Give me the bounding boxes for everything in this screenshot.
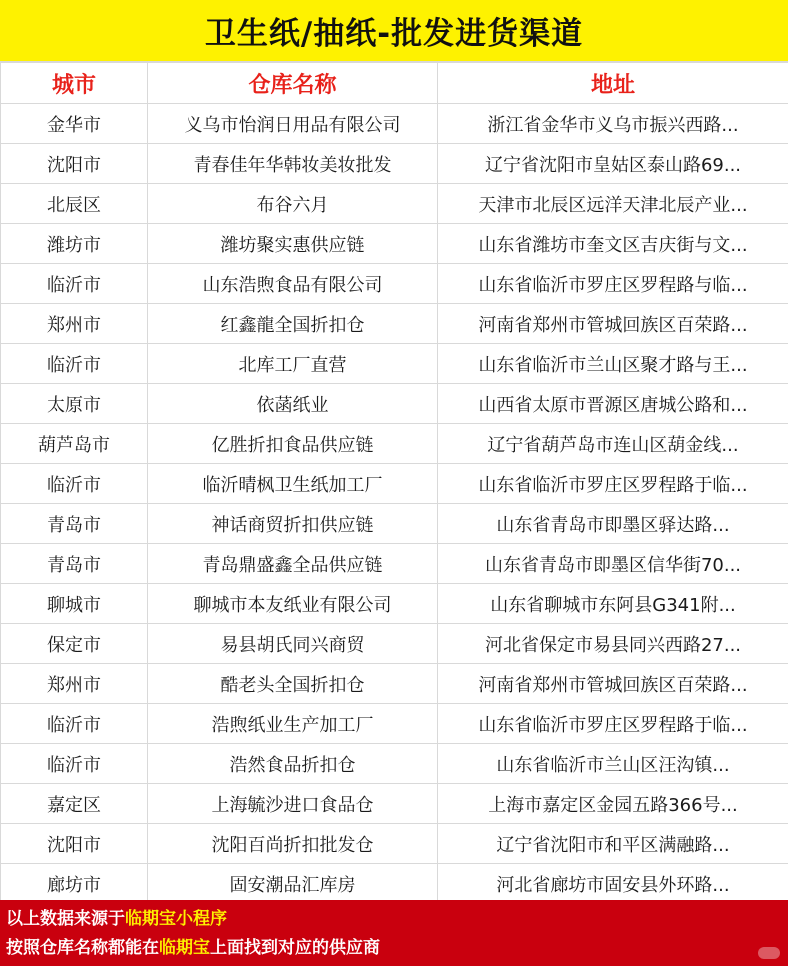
- footer-line-2: [6, 934, 788, 963]
- title-bar: [0, 0, 788, 62]
- cell-warehouse: 山东浩煦食品有限公司: [148, 264, 438, 304]
- table-row: [1, 744, 788, 784]
- page-title: 卫生纸/抽纸-批发进货渠道: [204, 16, 584, 52]
- cell-warehouse: 北库工厂直营: [148, 344, 438, 384]
- table-row: [1, 384, 788, 424]
- table-row: [1, 504, 788, 544]
- cell-city: 北辰区: [1, 184, 148, 224]
- cell-city: 临沂市: [1, 264, 148, 304]
- cell-city: 临沂市: [1, 704, 148, 744]
- cell-warehouse: 浩然食品折扣仓: [148, 744, 438, 784]
- table-row: [1, 424, 788, 464]
- cell-warehouse: 上海毓沙进口食品仓: [148, 784, 438, 824]
- footer-line-2-highlight: 临期宝: [159, 938, 210, 958]
- header-warehouse: 仓库名称: [148, 63, 438, 104]
- cell-address: 山东省临沂市罗庄区罗程路于临...: [438, 704, 788, 744]
- header-city: 城市: [1, 63, 148, 104]
- cell-city: 保定市: [1, 624, 148, 664]
- cell-address: 河南省郑州市管城回族区百荣路...: [438, 304, 788, 344]
- cell-warehouse: 依菡纸业: [148, 384, 438, 424]
- cell-city: 青岛市: [1, 544, 148, 584]
- table-row: [1, 464, 788, 504]
- cell-city: 太原市: [1, 384, 148, 424]
- cell-address: 山东省聊城市东阿县G341附...: [438, 584, 788, 624]
- cell-warehouse: 易县胡氏同兴商贸: [148, 624, 438, 664]
- cell-address: 山东省青岛市即墨区驿达路...: [438, 504, 788, 544]
- table-row: [1, 144, 788, 184]
- cell-warehouse: 聊城市本友纸业有限公司: [148, 584, 438, 624]
- cell-city: 廊坊市: [1, 864, 148, 904]
- cell-city: 沈阳市: [1, 824, 148, 864]
- footer-line-1-highlight: 临期宝小程序: [125, 909, 227, 929]
- cell-warehouse: 红鑫龍全国折扣仓: [148, 304, 438, 344]
- cell-warehouse: 固安潮品汇库房: [148, 864, 438, 904]
- table-row: [1, 704, 788, 744]
- table-row: [1, 344, 788, 384]
- cell-city: 郑州市: [1, 304, 148, 344]
- footer-line-1-prefix: 以上数据来源于: [6, 909, 125, 929]
- table-row: [1, 664, 788, 704]
- cell-address: 天津市北辰区远洋天津北辰产业...: [438, 184, 788, 224]
- cell-city: 青岛市: [1, 504, 148, 544]
- cell-warehouse: 神话商贸折扣供应链: [148, 504, 438, 544]
- cell-warehouse: 酷老头全国折扣仓: [148, 664, 438, 704]
- cell-city: 临沂市: [1, 344, 148, 384]
- cell-warehouse: 潍坊聚实惠供应链: [148, 224, 438, 264]
- footer-note: [0, 900, 788, 966]
- footer-line-2-prefix: 按照仓库名称都能在: [6, 938, 159, 958]
- cell-address: 上海市嘉定区金园五路366号...: [438, 784, 788, 824]
- cell-city: 金华市: [1, 104, 148, 144]
- cell-warehouse: 布谷六月: [148, 184, 438, 224]
- cell-city: 沈阳市: [1, 144, 148, 184]
- cell-address: 河南省郑州市管城回族区百荣路...: [438, 664, 788, 704]
- cell-city: 临沂市: [1, 744, 148, 784]
- cell-city: 郑州市: [1, 664, 148, 704]
- table-row: [1, 184, 788, 224]
- cell-address: 山东省临沂市罗庄区罗程路于临...: [438, 464, 788, 504]
- table-row: [1, 304, 788, 344]
- cell-city: 葫芦岛市: [1, 424, 148, 464]
- cell-address: 山东省临沂市兰山区汪沟镇...: [438, 744, 788, 784]
- cell-address: 山东省青岛市即墨区信华街70...: [438, 544, 788, 584]
- table-row: [1, 824, 788, 864]
- cell-warehouse: 义乌市怡润日用品有限公司: [148, 104, 438, 144]
- cell-address: 山东省潍坊市奎文区吉庆街与文...: [438, 224, 788, 264]
- table-row: [1, 264, 788, 304]
- cell-address: 山东省临沂市罗庄区罗程路与临...: [438, 264, 788, 304]
- footer-line-2-suffix: 上面找到对应的供应商: [210, 938, 380, 958]
- cell-warehouse: 青春佳年华韩妆美妆批发: [148, 144, 438, 184]
- cell-warehouse: 青岛鼎盛鑫全品供应链: [148, 544, 438, 584]
- cell-warehouse: 沈阳百尚折扣批发仓: [148, 824, 438, 864]
- warehouse-table: [0, 62, 788, 904]
- footer-line-1: [6, 905, 788, 934]
- table-row: [1, 864, 788, 904]
- cell-address: 辽宁省沈阳市皇姑区泰山路69...: [438, 144, 788, 184]
- table-row: [1, 224, 788, 264]
- cell-warehouse: 亿胜折扣食品供应链: [148, 424, 438, 464]
- cell-address: 山东省临沂市兰山区聚才路与王...: [438, 344, 788, 384]
- cell-address: 山西省太原市晋源区唐城公路和...: [438, 384, 788, 424]
- cell-city: 聊城市: [1, 584, 148, 624]
- cell-address: 辽宁省葫芦岛市连山区葫金线...: [438, 424, 788, 464]
- table-row: [1, 624, 788, 664]
- cell-warehouse: 临沂晴枫卫生纸加工厂: [148, 464, 438, 504]
- table-row: [1, 784, 788, 824]
- table-header-row: [1, 63, 788, 104]
- cell-address: 辽宁省沈阳市和平区满融路...: [438, 824, 788, 864]
- cell-address: 河北省保定市易县同兴西路27...: [438, 624, 788, 664]
- cell-address: 浙江省金华市义乌市振兴西路...: [438, 104, 788, 144]
- table-row: [1, 584, 788, 624]
- cell-warehouse: 浩煦纸业生产加工厂: [148, 704, 438, 744]
- cell-address: 河北省廊坊市固安县外环路...: [438, 864, 788, 904]
- watermark-badge-icon: [758, 947, 780, 959]
- cell-city: 潍坊市: [1, 224, 148, 264]
- cell-city: 嘉定区: [1, 784, 148, 824]
- header-address: 地址: [438, 63, 788, 104]
- cell-city: 临沂市: [1, 464, 148, 504]
- table-row: [1, 104, 788, 144]
- table-row: [1, 544, 788, 584]
